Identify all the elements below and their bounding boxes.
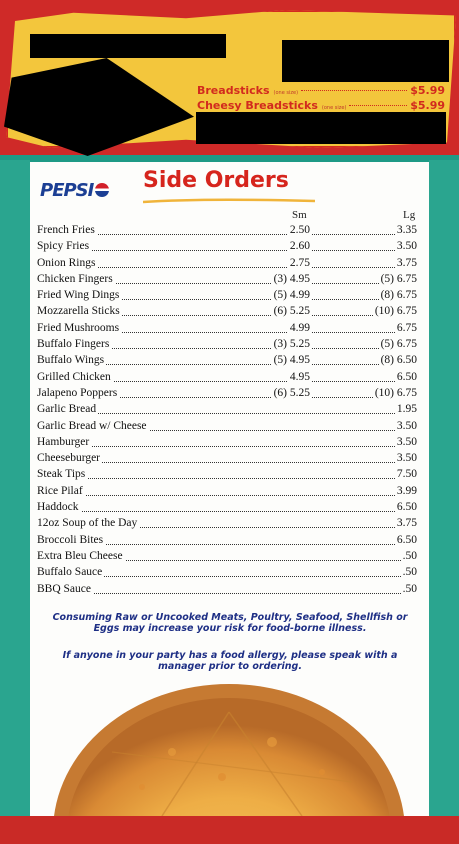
menu-item-name: Garlic Bread xyxy=(37,403,97,416)
menu-item-name: Spicy Fries xyxy=(37,240,90,253)
pepsi-logo-text: PEPSI xyxy=(40,179,94,201)
raw-food-warning: Consuming Raw or Uncooked Meats, Poultry, Seafood, Shellfish or Eggs may increase your risk for food-borne illness. xyxy=(52,612,408,634)
menu-item xyxy=(37,289,417,305)
menu-item-price-large: 1.95 xyxy=(396,403,417,416)
menu-item-price-large: (5) 6.75 xyxy=(380,272,417,285)
menu-item-name: Grilled Chicken xyxy=(37,370,111,383)
menu-item-price-small: 4.95 xyxy=(289,370,310,383)
menu-item-price-large: 6.50 xyxy=(396,501,417,514)
promo-item-size: (one size) xyxy=(273,90,299,96)
menu-item xyxy=(37,420,417,436)
menu-item xyxy=(37,566,417,582)
menu-item xyxy=(37,485,417,501)
redacted-block xyxy=(282,40,449,82)
bottom-red-band xyxy=(0,816,459,844)
menu-item-name: Broccoli Bites xyxy=(37,533,104,546)
leader-dots xyxy=(37,593,417,594)
menu-item xyxy=(37,452,417,468)
menu-item-name: Buffalo Wings xyxy=(37,354,105,367)
menu-item-price-small: (6) 5.25 xyxy=(273,305,310,318)
menu-item-price-large: (5) 6.75 xyxy=(380,338,417,351)
menu-item-price-large: 7.50 xyxy=(396,468,417,481)
menu-item xyxy=(37,240,417,256)
menu-item-name: Extra Bleu Cheese xyxy=(37,549,123,562)
menu-item-name: Rice Pilaf xyxy=(37,484,83,497)
right-teal-border xyxy=(429,160,459,816)
menu-item-name: Chicken Fingers xyxy=(37,272,113,285)
leader-dots xyxy=(37,495,417,496)
menu-item-price-large: (8) 6.75 xyxy=(380,289,417,302)
menu-item-price-large: 6.75 xyxy=(396,321,417,334)
menu-item-price-large: 3.50 xyxy=(396,435,417,448)
promo-item-size: (one size) xyxy=(321,105,347,111)
menu-item-name: Fried Wing Dings xyxy=(37,289,120,302)
promo-item-price: $5.99 xyxy=(410,84,445,97)
menu-item-name: Mozzarella Sticks xyxy=(37,305,120,318)
menu-item-price-small: (5) 4.95 xyxy=(273,354,310,367)
menu-item-name: BBQ Sauce xyxy=(37,582,91,595)
allergy-notice: If anyone in your party has a food allergy, please speak with a manager prior to ordering. xyxy=(62,650,398,672)
leader-dots xyxy=(37,511,417,512)
menu-item xyxy=(37,403,417,419)
menu-item-price-large: 3.35 xyxy=(396,224,417,236)
menu-item-name: Jalapeno Poppers xyxy=(37,386,118,399)
menu-item-price-large: 3.75 xyxy=(396,517,417,530)
menu-item-name: Cheeseburger xyxy=(37,452,101,465)
left-teal-border xyxy=(0,160,30,816)
menu-item-price-large: .50 xyxy=(402,549,417,562)
menu-item-name: Fried Mushrooms xyxy=(37,321,120,334)
menu-item-price-large: .50 xyxy=(402,566,417,579)
menu-item-price-small: 4.99 xyxy=(289,321,310,334)
menu-item-name: Steak Tips xyxy=(37,468,86,481)
menu-item-price-large: 3.50 xyxy=(396,240,417,253)
menu-item-price-large: 3.75 xyxy=(396,256,417,269)
section-title: Side Orders xyxy=(143,168,289,193)
leader-dots xyxy=(37,250,417,251)
menu-item-price-small: (3) 5.25 xyxy=(273,338,310,351)
column-header-large: Lg xyxy=(403,209,416,221)
menu-item-price-large: (10) 6.75 xyxy=(374,305,417,318)
menu-item xyxy=(37,436,417,452)
pepsi-logo xyxy=(40,178,109,202)
menu-item xyxy=(37,550,417,566)
menu-item-price-small: (6) 5.25 xyxy=(273,386,310,399)
menu-item-price-small: 2.60 xyxy=(289,240,310,253)
menu-item xyxy=(37,224,417,240)
menu-item xyxy=(37,305,417,321)
menu-item xyxy=(37,501,417,517)
menu-item-price-large: 6.50 xyxy=(396,370,417,383)
menu-item-price-small: 2.75 xyxy=(289,256,310,269)
menu-item-name: Buffalo Sauce xyxy=(37,566,103,579)
menu-item xyxy=(37,468,417,484)
menu-item-name: 12oz Soup of the Day xyxy=(37,517,138,530)
menu-item-price-large: (8) 6.50 xyxy=(380,354,417,367)
menu-item-name: Garlic Bread w/ Cheese xyxy=(37,419,147,432)
side-orders-list xyxy=(37,224,417,599)
menu-item xyxy=(37,354,417,370)
menu-item xyxy=(37,534,417,550)
menu-item-name: Buffalo Fingers xyxy=(37,338,110,351)
title-underline-swoosh xyxy=(143,198,315,204)
menu-item xyxy=(37,273,417,289)
menu-item-price-large: .50 xyxy=(402,582,417,595)
leader-dots xyxy=(349,105,407,106)
redacted-block xyxy=(196,112,446,144)
promo-item-name: Breadsticks xyxy=(197,84,270,97)
menu-item xyxy=(37,257,417,273)
menu-item-price-large: 6.50 xyxy=(396,533,417,546)
leader-dots xyxy=(37,446,417,447)
menu-item xyxy=(37,338,417,354)
menu-item-price-small: (5) 4.99 xyxy=(273,289,310,302)
menu-item-price-small: (3) 4.95 xyxy=(273,272,310,285)
menu-item xyxy=(37,322,417,338)
leader-dots xyxy=(37,478,417,479)
menu-item xyxy=(37,371,417,387)
menu-item-name: French Fries xyxy=(37,224,95,236)
promo-item-cheesy-breadsticks xyxy=(197,99,445,115)
menu-item xyxy=(37,387,417,403)
menu-item-name: Haddock xyxy=(37,501,79,514)
menu-item-name: Hamburger xyxy=(37,435,90,448)
promo-item-price: $5.99 xyxy=(410,99,445,112)
menu-item-price-small: 2.50 xyxy=(289,224,310,236)
menu-item-price-large: 3.50 xyxy=(396,419,417,432)
redacted-block xyxy=(30,34,226,58)
menu-item-name: Onion Rings xyxy=(37,256,96,269)
promo-item-breadsticks xyxy=(197,84,445,100)
menu-item-price-large: (10) 6.75 xyxy=(374,386,417,399)
promo-item-name: Cheesy Breadsticks xyxy=(197,99,318,112)
menu-item xyxy=(37,517,417,533)
leader-dots xyxy=(301,90,407,91)
menu-item xyxy=(37,583,417,599)
pepsi-globe-icon xyxy=(95,183,109,197)
menu-item-price-large: 3.50 xyxy=(396,452,417,465)
column-header-small: Sm xyxy=(292,209,307,221)
pizza-photo xyxy=(52,682,406,816)
menu-item-price-large: 3.99 xyxy=(396,484,417,497)
